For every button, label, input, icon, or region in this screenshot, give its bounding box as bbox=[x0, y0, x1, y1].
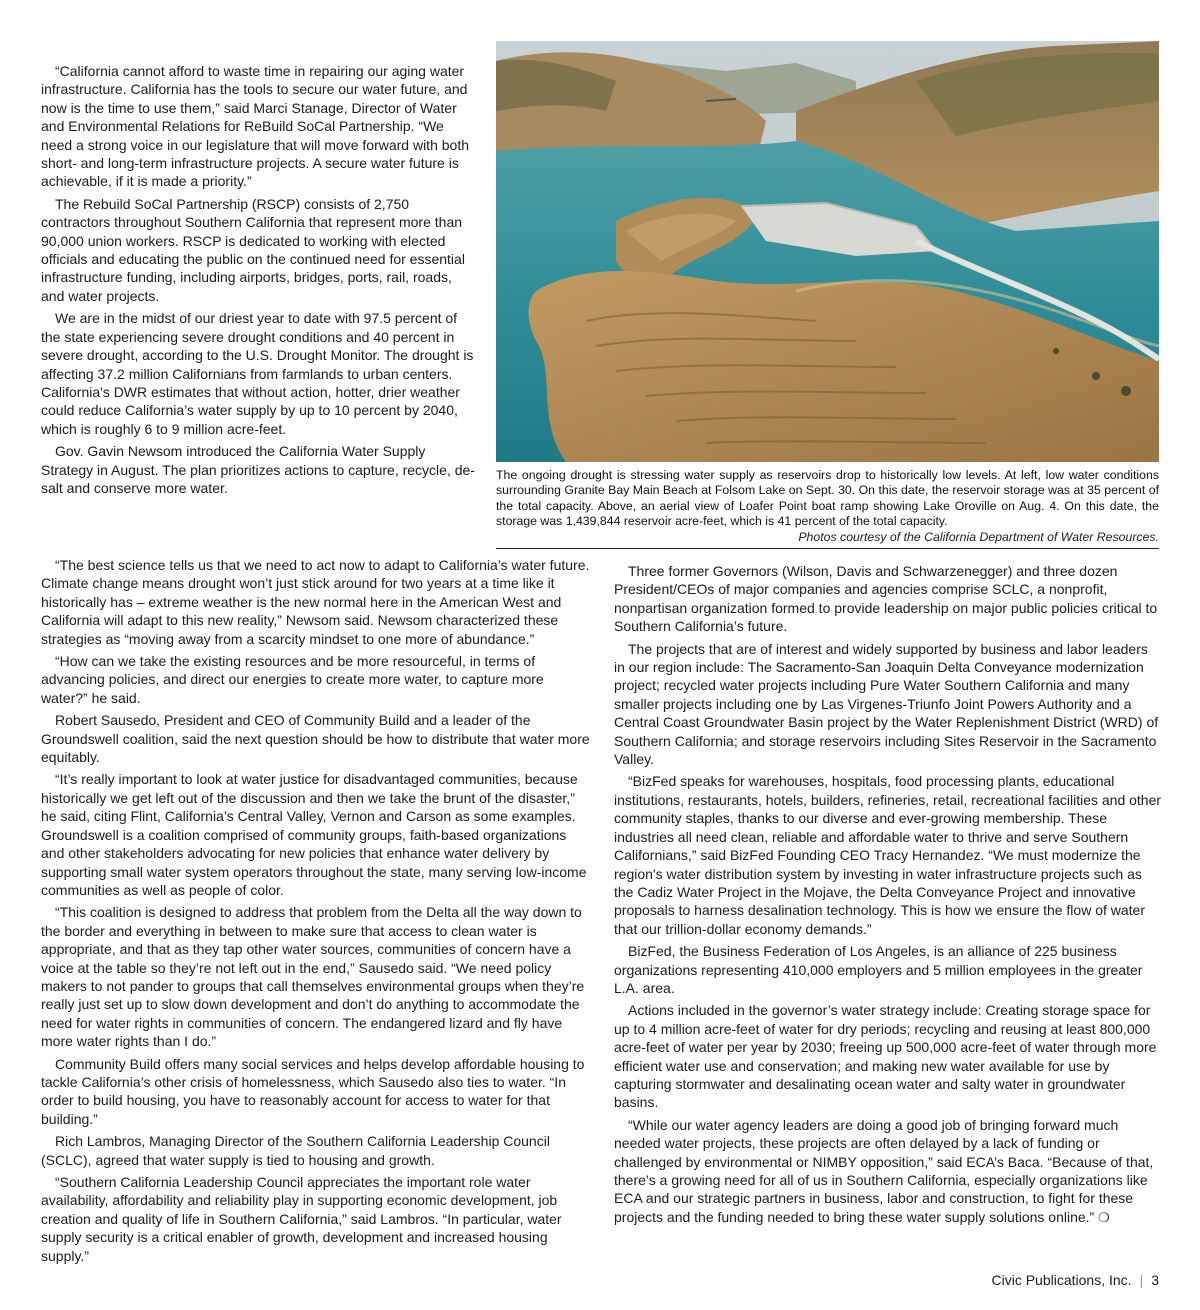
article-column-left bbox=[41, 556, 591, 1269]
article-paragraph-final bbox=[614, 1116, 1162, 1227]
article-paragraph: Actions included in the governor’s water strategy include: Creating storage space for up to 4 million acre-feet of water for dry periods; recycling and reusing at least 800,000 acre-feet of water per year by 2030; freeing up 500,000 acre-feet of water through more efficient water use and conservation; and making new water available for use by capturing stormwater and desalinating ocean water and salty water in groundwater basins. bbox=[614, 1002, 1157, 1111]
photo-caption: The ongoing drought is stressing water supply as reservoirs drop to historically low levels. At left, low water conditions surrounding Granite Bay Main Beach at Folsom Lake on Sept. 30. On this date, the reservoir storage was at 35 percent of the total capacity. Above, an aerial view of Loafer Point boat ramp showing Lake Oroville on Aug. 4. On this date, the storage was 1,439,844 reservoir acre-feet, which is 41 percent of the total capacity. bbox=[496, 468, 1159, 529]
publisher-name: Civic Publications, Inc. bbox=[991, 1272, 1132, 1288]
article-paragraph: We are in the midst of our driest year to date with 97.5 percent of the state experiencing severe drought conditions and 40 percent in severe drought, according to the U.S. Drought Monitor. The drought is affecting 37.2 million Californians from farmlands to urban centers. California's DWR estimates that without action, hotter, drier weather could reduce California’s water supply by up to 10 percent by 2040, which is roughly 6 to 9 million acre-feet. bbox=[41, 310, 474, 437]
lake-oroville-aerial-photo bbox=[496, 41, 1159, 462]
article-paragraph: The projects that are of interest and widely supported by business and labor leaders in our region include: The Sacramento-San Joaquin Delta Conveyance modernization project; recycled water projects including Pure Water Southern California and many smaller projects including one by Las Virgenes-Triunfo Joint Powers Authority and a Central Coast Groundwater Basin project by the Water Replenishment District (WRD) of Southern California; and storage reservoirs including Sites Reservoir in the Sacramento Valley. bbox=[614, 640, 1159, 768]
article-paragraph: The Rebuild SoCal Partnership (RSCP) consists of 2,750 contractors throughout Southern California that represent more than 90,000 union workers. RSCP is dedicated to working with elected officials and educating the public on the continued need for essential infrastructure funding, including airports, bridges, ports, rail, roads, and water projects. bbox=[41, 195, 465, 304]
article-paragraph: “Southern California Leadership Council appreciates the important role water availability, affordability and reliability play in supporting economic development, job creation and quality of life in Southern California,” said Lambros. “In particular, water supply security is a critical enabler of growth, development and increased housing supply.” bbox=[41, 1174, 562, 1264]
footer-separator: | bbox=[1139, 1272, 1144, 1288]
article-paragraph: “It’s really important to look at water justice for disadvantaged communities, because historically we get left out of the discussion and then we take the brunt of the disaster,” he said, citing Flint, California’s Central Valley, Vernon and Carson as some examples. Groundswell is a coalition comprised of community groups, faith-based organizations and other stakeholders advocating for new policies that enhance water delivery by supporting small water system operators throughout the state, many serving low-income communities as well as people of color. bbox=[41, 771, 587, 898]
article-paragraph: “How can we take the existing resources and be more resourceful, in terms of advancing policies, and direct our energies to create more water, to capture more water?” he said. bbox=[41, 653, 544, 706]
article-paragraph: Three former Governors (Wilson, Davis and Schwarzenegger) and three dozen President/CEOs of major companies and agencies comprise SCLC, a nonprofit, nonpartisan organization formed to provide leadership on major public policies critical to Southern California’s future. bbox=[614, 563, 1158, 635]
article-paragraph: Community Build offers many social services and helps develop affordable housing to tackle California’s other crisis of homelessness, which Sausedo also ties to water. “In order to build housing, you have to reasonably account for access to water for that building.” bbox=[41, 1055, 585, 1127]
article-paragraph: “This coalition is designed to address that problem from the Delta all the way down to the border and everything in between to make sure that access to clean water is appropriate, and that as they tap other water sources, communities of concern have a voice at the table so they’re not left out in the end,” Sausedo said. “We need policy makers to not pander to groups that call themselves environmental groups when they’re really just set up to slow down development and don’t do anything to accommodate the need for water rights in communities of concern. The endangered lizard and fly have more water rights than I do.” bbox=[41, 904, 585, 1050]
reservoir-photo-figure bbox=[496, 41, 1159, 549]
article-paragraph: “BizFed speaks for warehouses, hospitals, food processing plants, educational institutions, restaurants, hotels, builders, refineries, retail, recreational facilities and other community staples, thanks to our diverse and ever-growing membership. These industries all need clean, reliable and affordable water to thrive and serve Southern Californians,” said BizFed Founding CEO Tracy Hernandez. “We must modernize the region's water distribution system by investing in water infrastructure projects such as the Cadiz Water Project in the Mojave, the Delta Conveyance Project and innovative proposals to harness desalination technology. This is how we ensure the flow of water that our trillion-dollar economy demands.” bbox=[614, 773, 1162, 937]
article-paragraph: Robert Sausedo, President and CEO of Community Build and a leader of the Groundswell coalition, said the next question should be how to distribute that water more equitably. bbox=[41, 712, 590, 766]
photo-credit: Photos courtesy of the California Department of Water Resources. bbox=[496, 530, 1159, 549]
article-paragraph: Rich Lambros, Managing Director of the Southern California Leadership Council (SCLC), agreed that water supply is tied to housing and growth. bbox=[41, 1133, 550, 1168]
article-paragraph-text: “While our water agency leaders are doing a good job of bringing forward much needed water projects, these projects are often delayed by a lack of funding or challenged by environmental or NIMBY opposition,” said ECA’s Baca. “Because of that, there’s a growing need for all of us in Southern California, especially organizations like ECA and our strategic partners in business, labor and construction, to fight for these projects and the funding needed to bring these water supply solutions online.” bbox=[614, 1116, 1154, 1225]
article-column-right bbox=[614, 562, 1162, 1231]
page-footer bbox=[992, 1272, 1160, 1288]
article-paragraph: BizFed, the Business Federation of Los Angeles, is an alliance of 225 business organizations representing 410,000 employers and 5 million employees in the greater L.A. area. bbox=[614, 943, 1143, 996]
article-paragraph: “The best science tells us that we need to act now to adapt to California’s water future. Climate change means drought won’t just stick around for two years at a time like it historically has – extreme weather is the new normal here in the American West and California will adapt to this new reality,” Newsom said. Newsom characterized these strategies as “moving away from a scarcity mindset to one more of abundance.” bbox=[41, 557, 590, 647]
page-number: 3 bbox=[1151, 1272, 1159, 1288]
article-paragraph: “California cannot afford to waste time in repairing our aging water infrastructure. California has the tools to secure our water future, and now is the time to use them,” said Marci Stanage, Director of Water and Environmental Relations for ReBuild SoCal Partnership. “We need a strong voice in our legislature that will move forward with both short- and long-term infrastructure projects. A secure water future is achievable, if it is made a priority.” bbox=[41, 63, 469, 190]
end-of-article-icon: ❍ bbox=[1098, 1209, 1110, 1225]
article-column-top-left bbox=[41, 62, 478, 501]
article-paragraph: Gov. Gavin Newsom introduced the California Water Supply Strategy in August. The plan prioritizes actions to capture, recycle, de-salt and conserve more water. bbox=[41, 443, 475, 496]
